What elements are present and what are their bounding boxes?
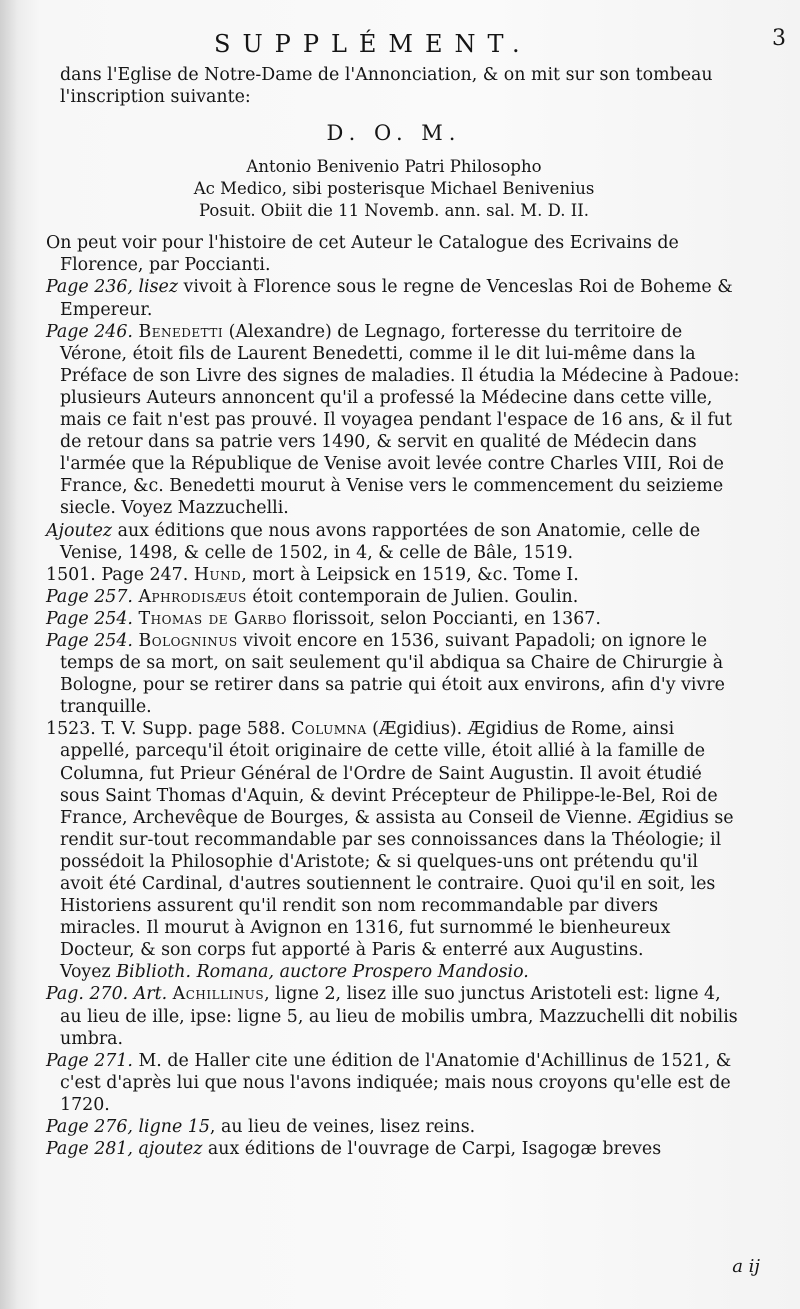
inscription-line: Ac Medico, sibi posterisque Michael Benivenius [193, 179, 595, 199]
entry-name: Benedetti [138, 321, 224, 342]
entry-name: Achillinus [172, 984, 265, 1005]
entry-text: , au lieu de veines, lisez reins. [209, 1117, 476, 1138]
page-header [0, 26, 800, 66]
running-title: SUPPLÉMENT. [214, 30, 532, 58]
entry-text: vivoit encore en 1536, suivant Papadoli; on ignore le temps de sa mort, on sait seulement qu'il abdiqua sa Chaire de Chirurgie à Bologne, pour se retirer dans sa patrie qui étoit aux environs, afin d'y vivre tranquille. [60, 630, 725, 718]
entry-lead: Voyez [60, 962, 117, 983]
entry-text: aux éditions de l'ouvrage de Carpi, Isagogæ breves [202, 1139, 662, 1160]
entry-lead: Page 254. [46, 608, 139, 629]
entry-lead: Page 246. [46, 321, 139, 342]
inscription-heading: D. O. M. [326, 121, 462, 146]
intro-paragraph: dans l'Eglise de Notre-Dame de l'Annonciation, & on mit sur son tombeau l'inscription suivante: [60, 65, 713, 108]
entry-lead: 1523. T. V. Supp. page 588. [46, 719, 292, 740]
entry-name: Aphrodisæus [138, 586, 247, 607]
entry-paragraph [46, 718, 742, 961]
entry-text: , ligne 2, lisez ille suo junctus Aristoteli est: ligne 4, au lieu de ille, ipse: ligne 5, au lieu de mobilis umbra, Mazzuchelli dit nobilis umbra. [60, 984, 738, 1049]
entry-text: étoit contemporain de Julien. Goulin. [246, 586, 579, 607]
entry-paragraph [46, 1138, 742, 1160]
page-number: 3 [772, 26, 786, 51]
entry-list [46, 232, 742, 1160]
signature-mark: a ij [732, 1256, 760, 1277]
entry-paragraph [46, 1116, 742, 1138]
entry-lead: Page 271. [46, 1050, 139, 1071]
entry-text: On peut voir pour l'histoire de cet Auteur le Catalogue des Ecrivains de Florence, par Poccianti. [46, 233, 679, 276]
entry-paragraph [46, 520, 742, 564]
inscription-line: Posuit. Obiit die 11 Novemb. ann. sal. M. D. II. [198, 201, 590, 221]
entry-lead: Page 281, ajoutez [46, 1139, 203, 1160]
entry-text: M. de Haller cite une édition de l'Anatomie d'Achillinus de 1521, & c'est d'après lui que nous l'avons indiquée; mais nous croyons qu'elle est de 1720. [60, 1050, 732, 1115]
inscription-block [46, 122, 742, 222]
entry-name: Hund [193, 564, 242, 585]
entry-paragraph [46, 630, 742, 718]
entry-text: aux éditions que nous avons rapportées de son Anatomie, celle de Venise, 1498, & celle de 1502, in 4, & celle de Bâle, 1519. [60, 520, 701, 563]
entry-text: (Ægidius). Ægidius de Rome, ainsi appellé, parcequ'il étoit originaire de cette ville, étoit allié à la famille de Columna, fut Prieur Général de l'Ordre de Saint Augustin. Il avoit étudié sous Saint Thomas d'Aquin, & devint Précepteur de Philippe-le-Bel, Roi de France, Archevêque de Bourges, & assista au Conseil de Vienne. Ægidius se rendit sur-tout recommandable par ses connoissances dans la Théologie; il possédoit la Philosophie d'Aristote; & si quelques-uns ont prétendu qu'il avoit été Cardinal, d'autres soutiennent le contraire. Quoi qu'il en soit, les Historiens assurent qu'il rendit son nom recommandable par divers miracles. Il mourut à Avignon en 1316, fut surnommé le bienheureux Docteur, & son corps fut apporté à Paris & enterré aux Augustins. [60, 719, 734, 961]
entry-text: vivoit à Florence sous le regne de Venceslas Roi de Boheme & Empereur. [60, 277, 733, 320]
entry-lead: Pag. 270. Art. [46, 984, 173, 1005]
entry-paragraph [46, 276, 742, 320]
entry-name: Thomas de Garbo [138, 608, 287, 629]
entry-lead: Ajoutez [46, 520, 113, 541]
entry-lead: Page 257. [46, 586, 139, 607]
entry-paragraph [46, 564, 742, 586]
entry-lead: Page 254. [46, 630, 139, 651]
entry-lead: 1501. Page 247. [46, 564, 194, 585]
entry-paragraph [46, 1050, 742, 1116]
entry-name: Bologninus [138, 630, 238, 651]
body-text [46, 64, 742, 1160]
entry-paragraph [46, 608, 742, 630]
entry-text: florissoit, selon Poccianti, en 1367. [287, 608, 601, 629]
entry-paragraph [46, 232, 742, 276]
entry-text: , mort à Leipsick en 1519, &c. Tome I. [241, 564, 579, 585]
entry-paragraph [46, 586, 742, 608]
inscription-line: Antonio Benivenio Patri Philosopho [246, 157, 542, 177]
entry-text: Biblioth. Romana, auctore Prospero Mandosio. [116, 962, 529, 983]
entry-paragraph [46, 321, 742, 520]
entry-lead: Page 276, ligne 15 [46, 1117, 210, 1138]
entry-name: Columna [291, 719, 367, 740]
entry-paragraph [46, 983, 742, 1049]
entry-text: (Alexandre) de Legnago, forteresse du territoire de Vérone, étoit fils de Laurent Benedetti, comme il le dit lui-même dans la Préface de son Livre des signes de maladies. Il étudia la Médecine à Padoue: plusieurs Auteurs annoncent qu'il a professé la Médecine dans cette ville, mais ce fait n'est pas prouvé. Il voyagea pendant l'espace de 16 ans, & il fut de retour dans sa patrie vers 1490, & servit en qualité de Médecin dans l'armée que la République de Venise avoit levée contre Charles VIII, Roi de France, &c. Benedetti mourut à Venise vers le commencement du seizieme siecle. Voyez Mazzuchelli. [60, 321, 740, 519]
entry-paragraph [46, 961, 742, 983]
entry-lead: Page 236, lisez [46, 277, 178, 298]
